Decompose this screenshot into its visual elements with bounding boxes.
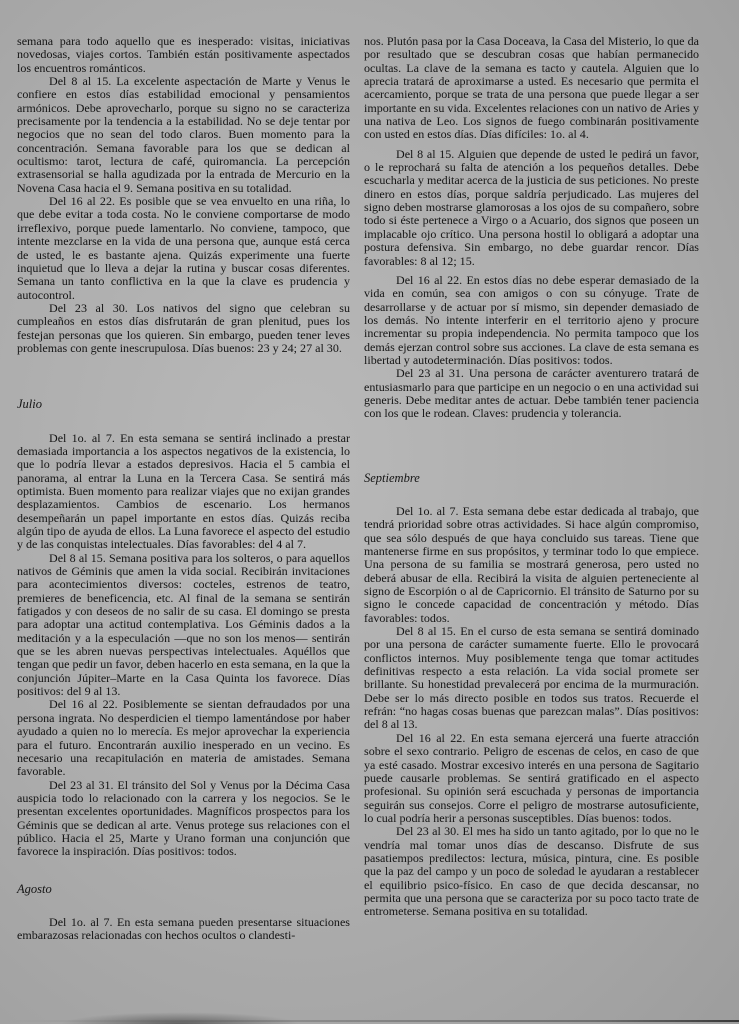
paragraph-july-23-31: Del 23 al 31. El tránsito del Sol y Venus por la Décima Casa auspicia todo lo relacionado con la carrera y los negocios. Se le presentan excelentes oportunidades. Magníficos prospectos para los Géminis que se dedican al arte. Venus protege sus relaciones con el público. Hacia el 25, Marte y Urano forman una conjunción que favorece la inspiración. Días positivos: todos. [17,777,350,859]
paragraph-july-8-15: Del 8 al 15. Semana positiva para los solteros, o para aquellos nativos de Géminis que amen la vida social. Recibirán invitaciones para acontecimientos diversos: cocteles, estrenos de teatro, premieres de beneficencia, etc. Al final de la semana se sentirán fatigados y con deseos de no salir de su casa. El domingo se presta para adoptar una actitud contemplativa. Los Géminis dados a la meditación y a la especulación —que no son los menos— sentirán que se les abren nuevas perspectivas intelectuales. Aquéllos que tengan que pedir un favor, deben hacerlo en esta semana, en la que la conjunción Júpiter–Marte en la Casa Quinta los favorece. Días positivos: del 9 al 13. [17,550,351,699]
scan-shadow [60,1012,300,1024]
paragraph-august-16-22: Del 16 al 22. En estos días no debe esperar demasiado de la vida en común, sea con amigos o con su cónyuge. Trate de desarrollarse y de actuar por sí mismo, sin depender demasiado de los demás. No intente interferir en el territorio ajeno y procure incrementar su propia independencia. No permita tampoco que los demás ejerzan control sobre sus acciones. La clave de esta semana es libertad y autodeterminación. Días positivos: todos. [364,272,699,367]
right-column [364,35,699,919]
paragraph-july-1-7: Del 1o. al 7. En esta semana se sentirá inclinado a prestar demasiada importancia a los aspectos negativos de la existencia, lo que lo podría llevar a estados depresivos. Hacia el 5 cambia el panorama, al entrar la Luna en la Tercera Casa. Se sentirá más optimista. Buen momento para realizar viajes que no exijan grandes desplazamientos. Cambios de escenario. Los hermanos desempeñarán un papel importante en estos días. Quizás reciba algún tipo de ayuda de ellos. La Luna favorece el aspecto del estudio y de las conquistas intelectuales. Días favorables: del 4 al 7. [17,430,350,552]
month-heading-julio: Julio [17,397,42,412]
paragraph-september-8-15: Del 8 al 15. En el curso de esta semana se sentirá dominado por una persona de carácter sumamente fuerte. Ello le provocará conflictos internos. Muy posiblemente tenga que tomar actitudes definitivas respecto a esta relación. La vida social promete ser brillante. Su honestidad prevalecerá por encima de la murmuración. Debe ser lo más directo posible en todos sus tratos. Recuerde el refrán: “no hagas cosas buenas que parezcan malas”. Días positivos: del 8 al 13. [364,624,699,732]
paragraph-august-1-7-continued: nos. Plutón pasa por la Casa Doceava, la Casa del Misterio, lo que da por resultado que se descubran cosas que habían permanecido ocultas. La clave de la semana es tacto y cautela. Alguien que lo aprecia tratará de aproximarse a usted. Es necesario que permita el acercamiento, porque se trata de una persona que puede llegar a ser importante en su vida. Excelentes relaciones con un nativo de Aries y una nativa de Leo. Los signos de fuego combinarán positivamente con usted en estos días. Días difíciles: 1o. al 4. [364,34,699,142]
paragraph-september-23-30: Del 23 al 30. El mes ha sido un tanto agitado, por lo que no le vendría mal tomar unos días de descanso. Disfrute de sus pasatiempos predilectos: lectura, música, pintura, cine. Es posible que la paz del campo y un poco de soledad le ayudaran a restablecer el equilibrio psico-físico. En caso de que decida descansar, no permita que una persona que se caracteriza por su poco tacto trate de entrometerse. Semana positiva en su totalidad. [364,824,699,919]
paragraph-june-intro: semana para todo aquello que es inesperado: visitas, iniciativas novedosas, viajes cortos. También están positivamente aspectados los encuentros románticos. [17,34,350,75]
paragraph-august-8-15: Del 8 al 15. Alguien que depende de usted le pedirá un favor, o le reprochará su falta de atención a los pequeños detalles. Debe escucharla y meditar acerca de la justicia de sus peticiones. No preste dinero en estos días, porque saldría perjudicado. Las mujeres del signo deben mostrarse glamorosas a los ojos de su compañero, sobre todo si éste pertenece a Virgo o a Acuario, dos signos que poseen un implacable ojo crítico. Una persona hostil lo obligará a adoptar una postura defensiva. Sin embargo, no debe guardar rencor. Días favorables: 8 al 12; 15. [364,146,699,268]
left-column [17,35,350,943]
month-heading-septiembre: Septiembre [364,470,420,485]
paragraph-august-1-7: Del 1o. al 7. En esta semana pueden presentarse situaciones embarazosas relacionadas con hechos ocultos o clandesti- [17,914,350,943]
month-heading-agosto: Agosto [17,881,52,896]
paragraph-june-16-22: Del 16 al 22. Es posible que se vea envuelto en una riña, lo que debe evitar a toda costa. No le conviene comportarse de modo irreflexivo, porque puede lamentarlo. No conviene, tampoco, que intente mezclarse en la vida de una persona que, aunque está cerca de usted, le es bastante ajena. Quizás experimente una fuerte inquietud que lo lleva a dejar la rutina y buscar cosas diferentes. Semana un tanto conflictiva en la que la clave es prudencia y autocontrol. [17,194,350,302]
paragraph-june-8-15: Del 8 al 15. La excelente aspectación de Marte y Venus le confiere en estos días estabilidad emocional y pensamientos armónicos. Debe aprovecharlo, porque su signo no se caracteriza precisamente por la tendencia a la estabilidad. No se deje tentar por negocios que no sean del todo claros. Buen momento para la concentración. Semana favorable para los que se dedican al ocultismo: tarot, lectura de café, quiromancia. La percepción extrasensorial se halla agudizada por la entrada de Mercurio en la Novena Casa hacia el 9. Semana positiva en su totalidad. [17,74,350,195]
paragraph-june-23-30: Del 23 al 30. Los nativos del signo que celebran su cumpleaños en estos días disfrutarán de gran plenitud, pues los festejan personas que los quieren. Sin embargo, pueden tener leves problemas con gente inescrupulosa. Días buenos: 23 y 24; 27 al 30. [17,300,350,355]
page-bottom-edge [0,1020,739,1022]
paragraph-august-23-31: Del 23 al 31. Una persona de carácter aventurero tratará de entusiasmarlo para que participe en un negocio o en una actividad sui generis. Debe meditar antes de actuar. Debe también tener paciencia con los que le rodean. Claves: prudencia y tolerancia. [364,366,699,421]
paragraph-september-16-22: Del 16 al 22. En esta semana ejercerá una fuerte atracción sobre el sexo contrario. Peligro de escenas de celos, en caso de que ya esté casado. Mostrar excesivo interés en una persona de Sagitario puede causarle problemas. Se sentirá gratificado en el aspecto profesional. Su opinión será escuchada y personas de importancia seguirán sus consejos. Corre el peligro de mostrarse autosuficiente, lo cual podría herir a personas susceptibles. Días buenos: todos. [364,730,699,825]
paragraph-september-1-7: Del 1o. al 7. Esta semana debe estar dedicada al trabajo, que tendrá prioridad sobre otras actividades. Si hace algún compromiso, que sea sólo después de que haya concluido sus tareas. Tiene que mantenerse firme en sus propósitos, y terminar todo lo que empiece. Una persona de su familia se mostrará generosa, pero usted no deberá abusar de ella. Recibirá la visita de alguien perteneciente al signo de Escorpión o al de Capricornio. El tránsito de Saturno por su signo le concede capacidad de concentración y método. Días favorables: todos. [364,503,699,625]
paragraph-july-16-22: Del 16 al 22. Posiblemente se sientan defraudados por una persona ingrata. No desperdicien el tiempo lamentándose por haber ayudado a quien no lo merecía. Es mejor aprovechar la experiencia para el futuro. Encontrarán auxilio inesperado en un vecino. Es necesario una recapitulación en materia de amistades. Semana favorable. [17,697,350,779]
